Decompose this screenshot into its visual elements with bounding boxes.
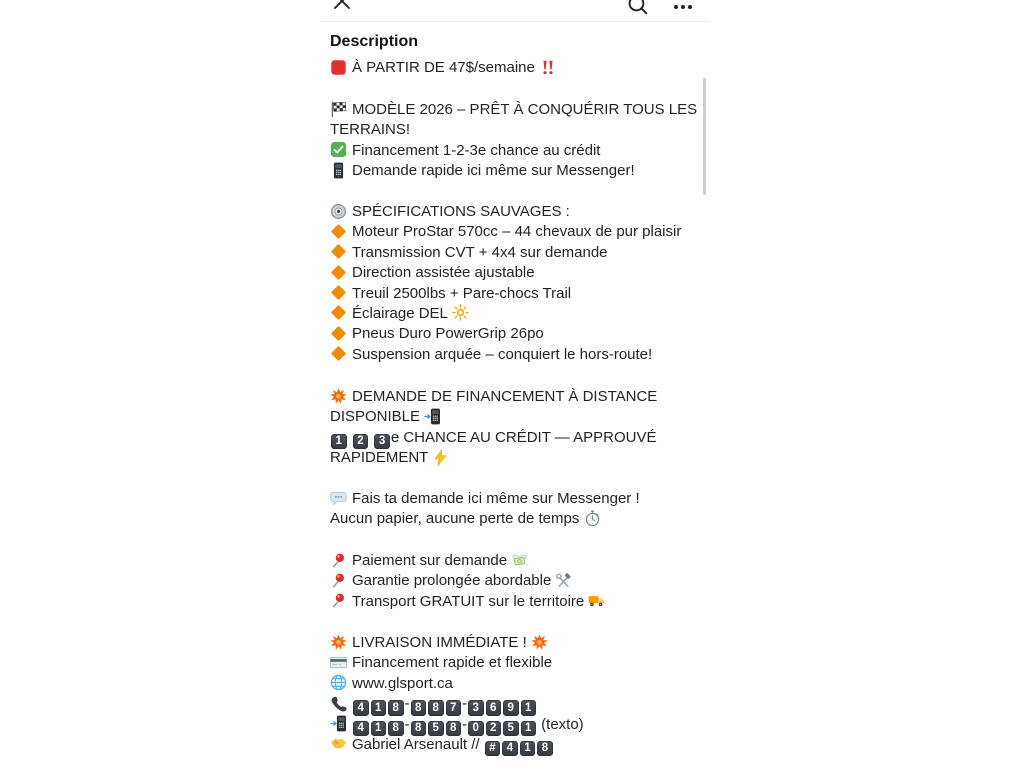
pushpin-icon	[330, 592, 347, 609]
text-run: RAPIDEMENT	[330, 449, 433, 467]
text-run: Éclairage DEL	[352, 304, 452, 322]
double-exclamation-icon	[539, 59, 556, 76]
keycap: 8	[411, 721, 427, 737]
keycap: 4	[353, 721, 369, 737]
description-block	[330, 633, 584, 755]
sun-icon	[452, 304, 469, 321]
keycap: 8	[428, 700, 444, 716]
keycap: 2	[486, 721, 502, 737]
text-run: www.glsport.ca	[352, 674, 453, 692]
speech-balloon-icon	[330, 490, 347, 507]
orange-diamond-icon	[330, 304, 347, 321]
keycap: 8	[446, 721, 462, 737]
text-run: -	[404, 715, 410, 733]
description-line	[330, 324, 681, 344]
text-run: Financement 1-2-3e chance au crédit	[352, 141, 601, 159]
keycap: 1	[520, 741, 536, 757]
description-heading: Description	[330, 33, 419, 50]
handshake-icon	[330, 735, 347, 752]
wheel-icon	[330, 203, 347, 220]
keycap: 5	[503, 721, 519, 737]
text-run: Direction assistée ajustable	[352, 264, 535, 282]
keycap: 1	[521, 700, 537, 716]
description-line	[330, 161, 697, 181]
description-line	[330, 100, 697, 120]
description-line	[330, 551, 605, 571]
orange-diamond-icon	[330, 345, 347, 362]
scrollbar-thumb[interactable]	[703, 78, 706, 195]
text-run: MODÈLE 2026 – PRÊT À CONQUÉRIR TOUS LES	[352, 101, 698, 118]
text-run: -	[462, 715, 467, 733]
description-line	[330, 674, 584, 694]
description-line	[330, 120, 697, 140]
text-run: DISPONIBLE	[330, 408, 425, 426]
text-run: Fais ta demande ici même sur Messenger !	[352, 490, 640, 507]
keycap: 1	[331, 434, 347, 450]
description-line	[330, 202, 681, 222]
keycap: 7	[446, 700, 462, 716]
keycap: 6	[486, 700, 502, 716]
text-run: Transmission CVT + 4x4 sur demande	[352, 243, 608, 261]
keycap: 1	[521, 721, 537, 737]
text-run: TERRAINS!	[330, 121, 411, 139]
description-block	[330, 551, 605, 612]
more-options-icon[interactable]	[672, 0, 694, 17]
search-icon[interactable]	[627, 0, 648, 20]
keycap: #	[485, 741, 501, 757]
money-wings-icon	[511, 552, 528, 569]
text-run: Pneus Duro PowerGrip 26po	[352, 325, 544, 343]
phone-receiver-icon	[330, 695, 347, 712]
keycap: 8	[388, 700, 404, 716]
check-icon	[330, 141, 347, 158]
description-line	[330, 141, 697, 161]
description-line	[330, 284, 681, 304]
text-run: -	[462, 695, 467, 713]
text-run: Aucun papier, aucune perte de temps	[330, 510, 584, 528]
text-run: DEMANDE DE FINANCEMENT À DISTANCE	[352, 388, 658, 405]
keycap: 3	[374, 434, 390, 450]
text-run: -	[404, 695, 410, 713]
close-icon[interactable]	[332, 0, 352, 16]
text-run: e CHANCE AU CRÉDIT — APPROUVÉ	[390, 428, 657, 446]
description-block	[330, 202, 681, 365]
keycap: 3	[468, 700, 484, 716]
text-run: Moteur ProStar 570cc – 44 chevaux de pur plaisir	[352, 223, 682, 241]
globe-icon	[330, 674, 347, 691]
text-run: SPÉCIFICATIONS SAUVAGES :	[352, 203, 570, 220]
orange-diamond-icon	[330, 325, 347, 342]
collision-icon	[330, 634, 347, 651]
collision-icon	[531, 634, 548, 651]
description-line	[330, 489, 640, 509]
text-run: Demande rapide ici même sur Messenger!	[352, 162, 635, 180]
collision-icon	[330, 388, 347, 405]
description-line	[330, 694, 584, 714]
description-line	[330, 243, 681, 263]
description-line	[330, 509, 640, 529]
orange-diamond-icon	[330, 284, 347, 301]
description-line	[330, 58, 556, 78]
orange-diamond-icon	[330, 243, 347, 260]
description-block	[330, 489, 640, 530]
description-scroll-area[interactable]	[320, 22, 710, 768]
text-run	[348, 429, 352, 446]
description-line	[330, 345, 681, 365]
description-block	[330, 100, 697, 182]
keycap: 4	[353, 700, 369, 716]
text-run: LIVRAISON IMMÉDIATE !	[352, 634, 531, 651]
keycap: 5	[428, 721, 444, 737]
text-run: Transport GRATUIT sur le territoire	[352, 592, 589, 610]
orange-diamond-icon	[330, 264, 347, 281]
keycap: 2	[353, 434, 369, 450]
keycap: 1	[371, 700, 387, 716]
text-run: Paiement sur demande	[352, 552, 512, 569]
description-line	[330, 571, 605, 591]
keycap: 4	[502, 741, 518, 757]
description-block	[330, 387, 657, 469]
pushpin-icon	[330, 572, 347, 589]
credit-card-icon	[330, 654, 347, 671]
description-line	[330, 633, 584, 653]
text-run: Garantie prolongée abordable	[352, 572, 556, 590]
description-block	[330, 58, 556, 78]
description-line	[330, 304, 681, 324]
description-line	[330, 448, 657, 468]
red-square-icon	[330, 59, 347, 76]
pushpin-icon	[330, 552, 347, 569]
text-run: Treuil 2500lbs + Pare-chocs Trail	[352, 284, 572, 302]
lightning-icon	[432, 449, 449, 466]
description-line	[330, 653, 584, 673]
text-run: Suspension arquée – conquiert le hors-route!	[352, 345, 653, 363]
text-run: À PARTIR DE 47$/semaine	[352, 59, 540, 76]
description-line	[330, 428, 657, 448]
keycap: 8	[388, 721, 404, 737]
description-line	[330, 222, 681, 242]
description-line	[330, 715, 584, 735]
stopwatch-icon	[584, 510, 601, 527]
keycap: 0	[468, 721, 484, 737]
checkered-flag-icon	[330, 101, 347, 118]
orange-diamond-icon	[330, 223, 347, 240]
text-run: Financement rapide et flexible	[352, 654, 553, 672]
text-run: (texto)	[537, 715, 584, 733]
phone-arrow-icon	[424, 408, 441, 425]
keycap: 8	[537, 741, 553, 757]
truck-icon	[588, 592, 605, 609]
keycap: 8	[411, 700, 427, 716]
mobile-phone-icon	[330, 162, 347, 179]
description-line	[330, 263, 681, 283]
text-run: Gabriel Arsenault //	[352, 735, 484, 753]
text-run	[369, 429, 373, 446]
description-line	[330, 407, 657, 427]
phone-arrow-icon	[330, 715, 347, 732]
description-line	[330, 387, 657, 407]
keycap: 9	[503, 700, 519, 716]
keycap: 1	[371, 721, 387, 737]
hammer-wrench-icon	[555, 572, 572, 589]
description-line	[330, 592, 605, 612]
description-line	[330, 735, 584, 755]
